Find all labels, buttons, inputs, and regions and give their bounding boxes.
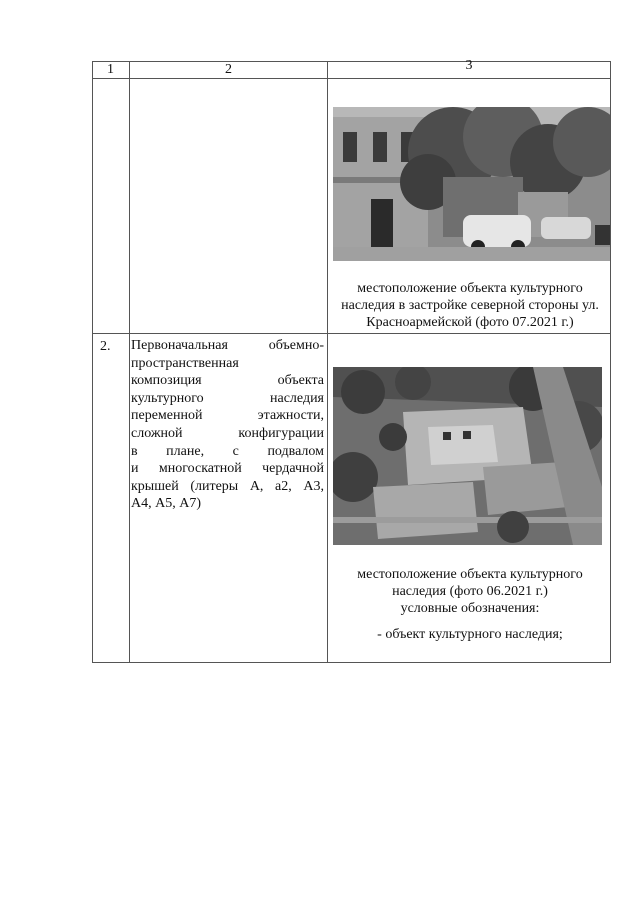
header-col-2: 2: [225, 62, 232, 77]
legend-title: условные обозначения:: [400, 601, 540, 616]
description-line: А4, А5, А7): [131, 496, 201, 512]
table-border-right: [610, 61, 611, 663]
table-border-bottom: [92, 662, 611, 663]
table-row-divider: [92, 333, 611, 334]
table-divider-col1: [129, 61, 130, 663]
description-line: пространственная: [131, 355, 239, 371]
description-line: композиция объекта: [131, 373, 324, 389]
row-number: 2.: [100, 339, 111, 354]
description-line: сложной конфигурации: [131, 425, 324, 441]
table-border-left: [92, 61, 93, 663]
table-header-divider: [92, 78, 611, 79]
photo-street-facade: [333, 107, 610, 261]
photo-caption-street: местоположение объекта культурного наследия в застройке северной стороны ул. Красноармейской (фото 07.2021 г.): [341, 281, 599, 330]
table-divider-col2: [327, 61, 328, 663]
photo-aerial-view: [333, 367, 602, 545]
description-line: крышей (литеры А, а2, А3,: [131, 478, 324, 494]
description-line: в плане, с подвалом: [131, 443, 324, 459]
header-col-3: 3: [465, 58, 473, 73]
header-col-1: 1: [107, 62, 114, 77]
object-description: [131, 337, 324, 513]
legend-item: - объект культурного наследия;: [377, 627, 563, 642]
description-line: и многоскатной чердачной: [131, 461, 324, 477]
description-line: переменной этажности,: [131, 408, 324, 424]
description-line: культурного наследия: [131, 390, 324, 406]
description-line: Первоначальная объемно-: [131, 338, 324, 353]
photo-caption-aerial: местоположение объекта культурного наследия (фото 06.2021 г.): [357, 567, 583, 599]
